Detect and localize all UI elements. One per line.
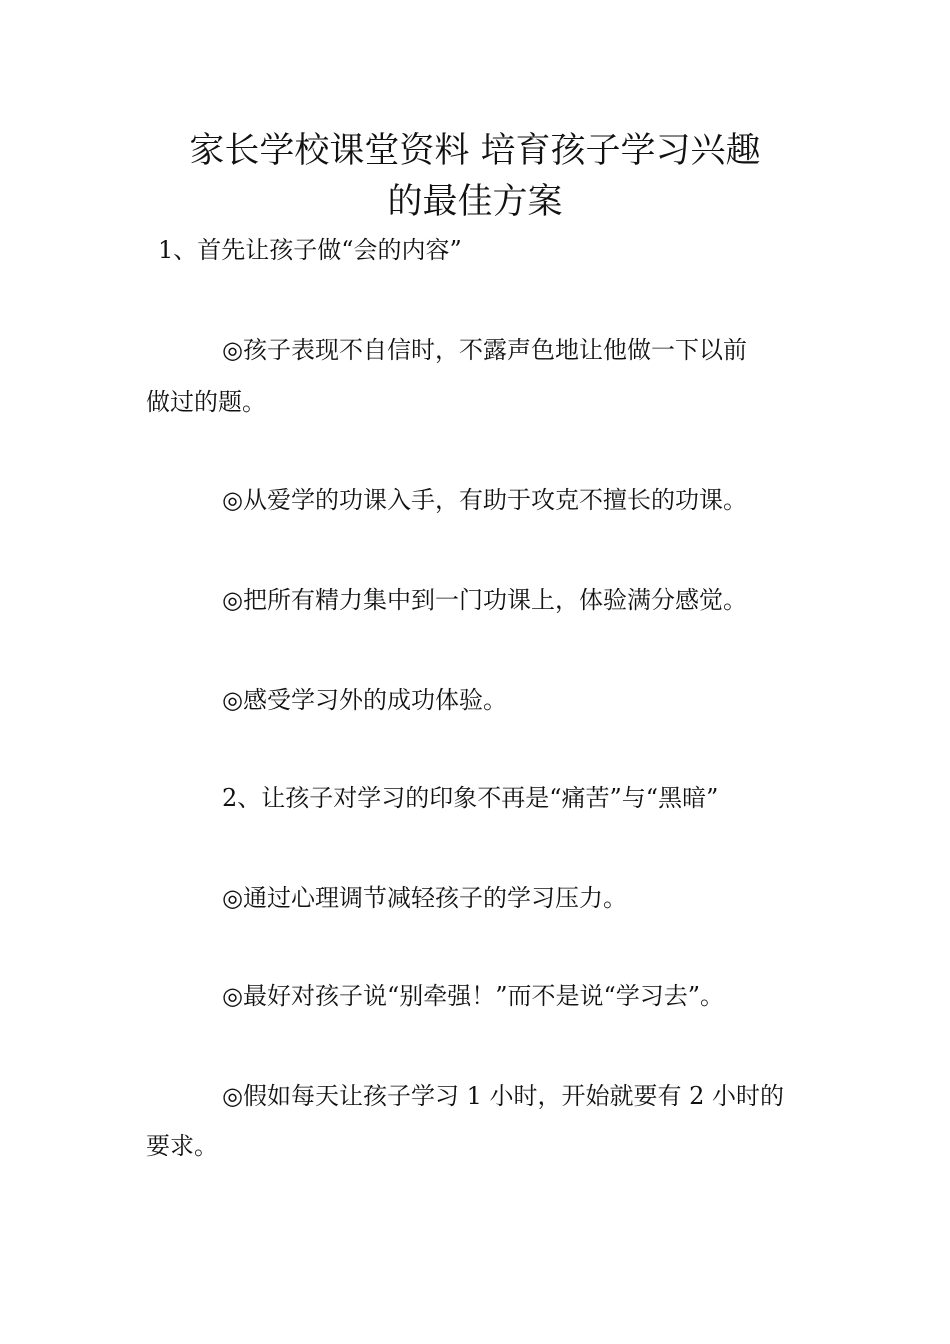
paragraph-6: ◎最好对孩子说“别牵强！”而不是说“学习去”。 bbox=[222, 982, 725, 1010]
section-heading-2: 2、让孩子对学习的印象不再是“痛苦”与“黑暗” bbox=[222, 784, 719, 812]
paragraph-1-line-2: 做过的题。 bbox=[146, 388, 266, 416]
paragraph-4: ◎感受学习外的成功体验。 bbox=[222, 686, 507, 714]
document-title-line-2: 的最佳方案 bbox=[387, 182, 563, 222]
section-heading-1: 1、首先让孩子做“会的内容” bbox=[158, 236, 462, 264]
paragraph-2: ◎从爱学的功课入手，有助于攻克不擅长的功课。 bbox=[222, 486, 747, 514]
paragraph-1-line-1: ◎孩子表现不自信时，不露声色地让他做一下以前 bbox=[222, 336, 747, 364]
paragraph-5: ◎通过心理调节减轻孩子的学习压力。 bbox=[222, 884, 627, 912]
paragraph-3: ◎把所有精力集中到一门功课上，体验满分感觉。 bbox=[222, 586, 747, 614]
paragraph-7-line-1: ◎假如每天让孩子学习 1 小时，开始就要有 2 小时的 bbox=[222, 1082, 784, 1110]
paragraph-7-line-2: 要求。 bbox=[146, 1132, 218, 1160]
document-title-line-1: 家长学校课堂资料 培育孩子学习兴趣 bbox=[189, 131, 761, 171]
